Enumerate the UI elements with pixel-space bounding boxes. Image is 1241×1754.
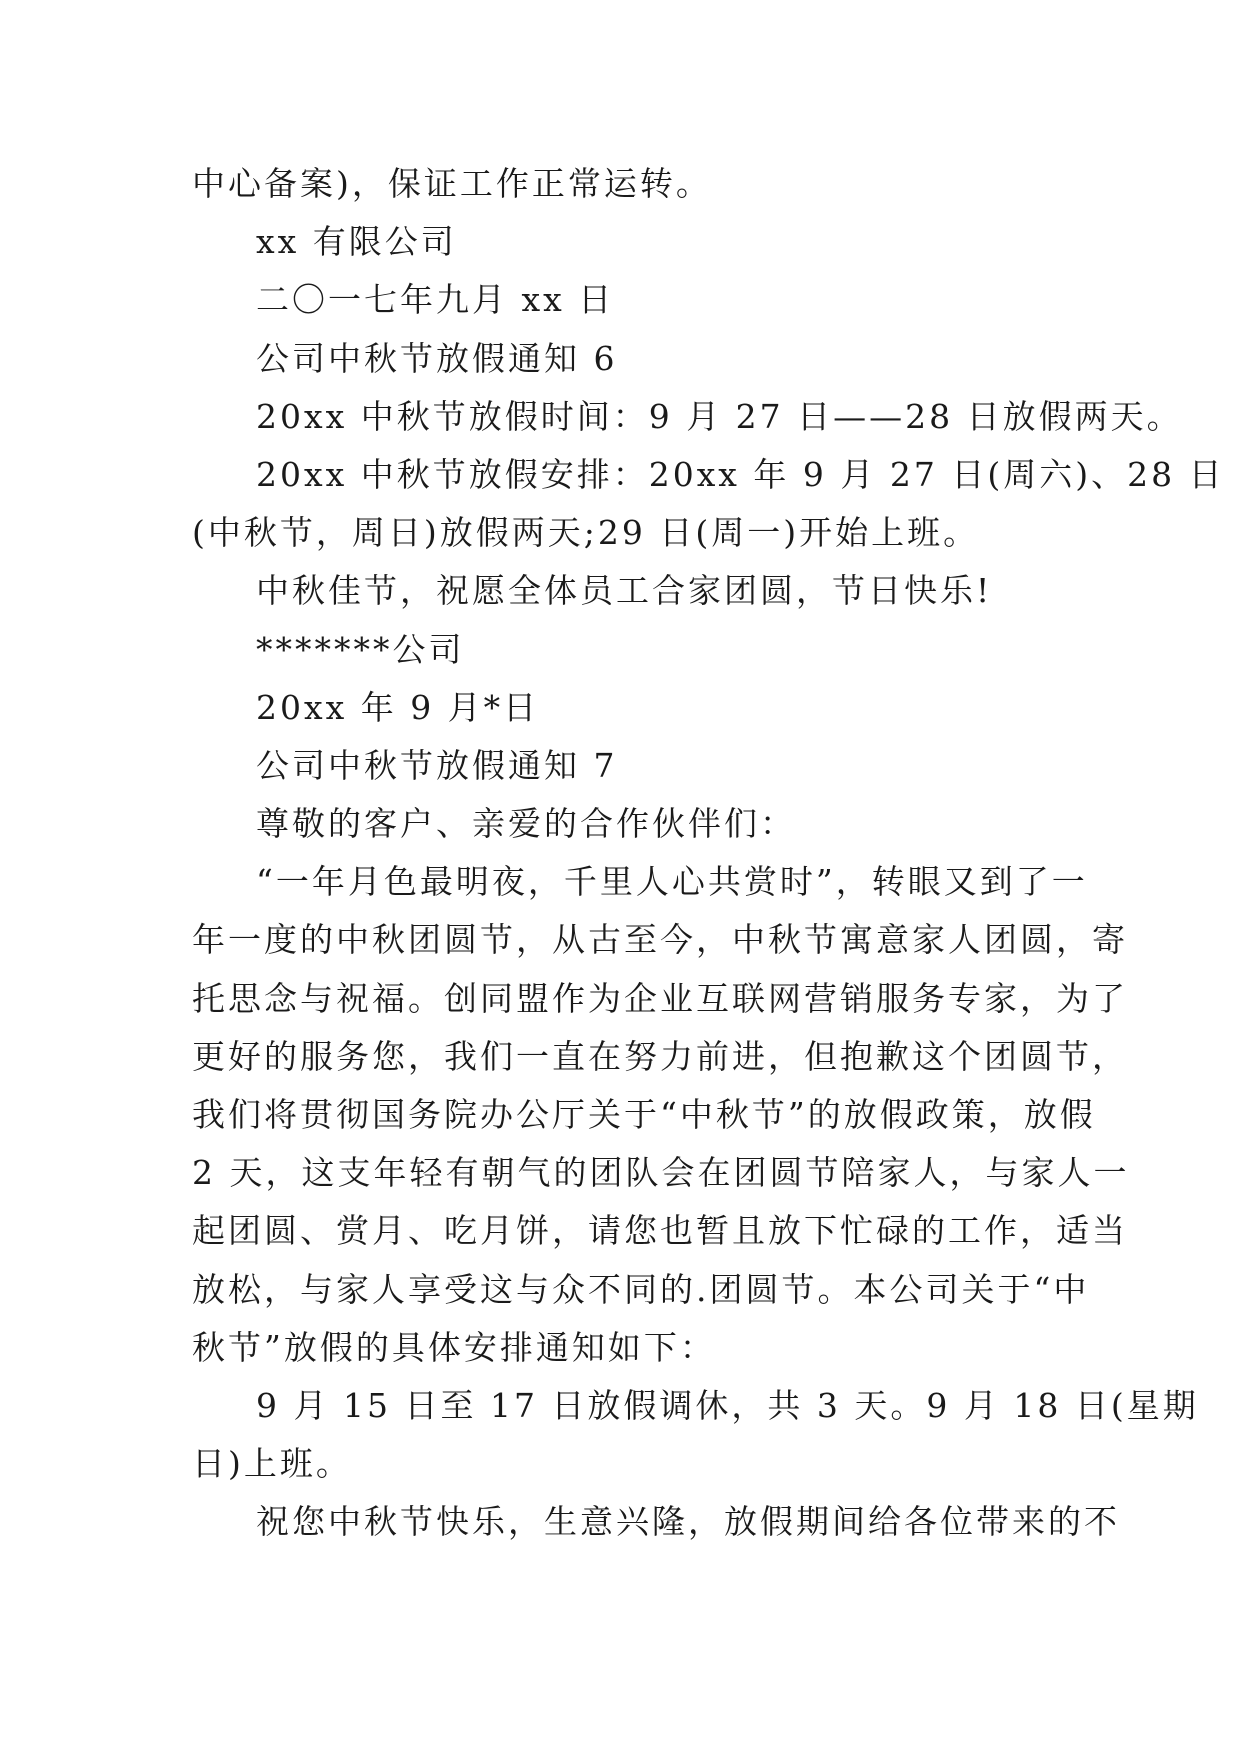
- text-line: “一年月色最明夜，千里人心共赏时”，转眼又到了一: [256, 862, 1088, 902]
- text-line: 9 月 15 日至 17 日放假调休，共 3 天。9 月 18 日(星期: [256, 1385, 1199, 1425]
- date-line: 二〇一七年九月 xx 日: [256, 280, 615, 320]
- text-line: 20xx 中秋节放假安排：20xx 年 9 月 27 日(周六)、28 日: [256, 454, 1225, 494]
- text-line: 我们将贯彻国务院办公厅关于“中秋节”的放假政策，放假: [192, 1095, 1096, 1134]
- text-line: 中心备案)，保证工作正常运转。: [192, 164, 712, 203]
- salutation: 尊敬的客户、亲爱的合作伙伴们：: [256, 804, 796, 844]
- section-title: 公司中秋节放假通知 6: [256, 338, 618, 378]
- text-line: 秋节”放假的具体安排通知如下：: [192, 1327, 716, 1367]
- company-name: *******公司: [256, 629, 465, 669]
- company-name: xx 有限公司: [256, 222, 457, 262]
- document-body: [192, 155, 1225, 1552]
- text-line: 年一度的中秋团圆节，从古至今，中秋节寓意家人团圆，寄: [192, 920, 1128, 960]
- text-line: (中秋节，周日)放假两天;29 日(周一)开始上班。: [192, 513, 980, 553]
- text-line: 20xx 中秋节放假时间：9 月 27 日——28 日放假两天。: [256, 396, 1183, 436]
- text-line: 托思念与祝福。创同盟作为企业互联网营销服务专家，为了: [192, 978, 1128, 1018]
- text-line: 起团圆、赏月、吃月饼，请您也暂且放下忙碌的工作，适当: [192, 1211, 1128, 1251]
- section-title: 公司中秋节放假通知 7: [256, 745, 618, 785]
- text-line: 中秋佳节，祝愿全体员工合家团圆，节日快乐!: [256, 571, 993, 611]
- text-line: 祝您中秋节快乐，生意兴隆，放假期间给各位带来的不: [256, 1502, 1120, 1542]
- text-line: 更好的服务您，我们一直在努力前进，但抱歉这个团圆节，: [192, 1036, 1128, 1076]
- date-line: 20xx 年 9 月*日: [256, 687, 540, 727]
- text-line: 日)上班。: [192, 1444, 352, 1484]
- text-line: 2 天，这支年轻有朝气的团队会在团圆节陪家人，与家人一: [192, 1153, 1130, 1193]
- text-line: 放松，与家人享受这与众不同的.团圆节。本公司关于“中: [192, 1269, 1090, 1309]
